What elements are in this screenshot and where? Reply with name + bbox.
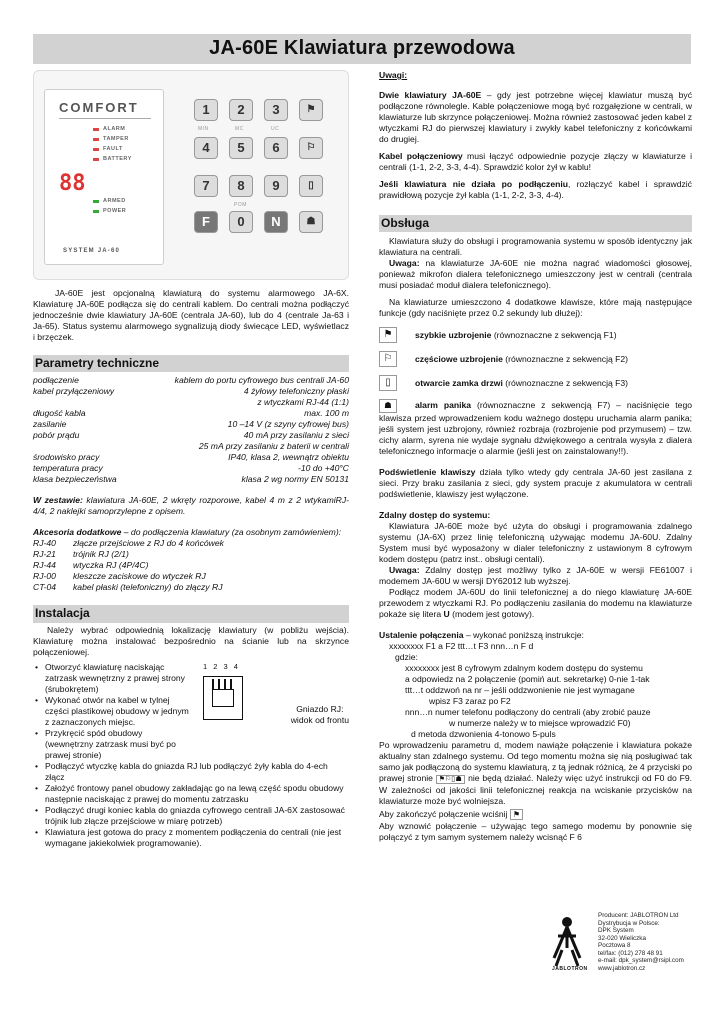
- list-item: RJ-44 wtyczka RJ (4P/4C): [33, 560, 149, 571]
- param-x: xxxxxxxx jest 8 cyfrowym zdalnym kodem dostępu do systemu: [405, 663, 643, 674]
- partial-arm-key-icon: ⚐: [299, 137, 323, 159]
- install-intro: Należy wybrać odpowiednią lokalizację klawiatury (w pobliżu wejścia). Klawiaturę można instalować bezpośrednio na ścianie lub na skrzynce połączeniowej.: [33, 624, 349, 657]
- install-title: Instalacja: [33, 605, 349, 622]
- quick-arm-icon: ⚑: [379, 327, 397, 343]
- keypad-panel: [44, 89, 164, 265]
- obsluga-p1: Klawiatura służy do obsługi i programowania systemu w sposób identyczny jak klawiatura na centrali.: [379, 236, 692, 258]
- key-5: 5: [229, 137, 253, 159]
- table-row: 25 mA przy zasilaniu z baterii w centrali: [198, 441, 349, 452]
- function-door: ▯ otwarcie zamka drzwi (równoznaczne z sekwencją F3): [379, 375, 692, 391]
- obsluga-title: Obsługa: [379, 215, 692, 232]
- left-column: [33, 70, 349, 849]
- backlight-text: Podświetlenie klawiszy działa tylko wtedy gdy centrala JA-60 jest zasilana z sieci. Przy braku zasilania z sieci, gdy system pracuje z akumulatora w centrali podświetlenie, klawiszy jest wyłączone.: [379, 467, 692, 500]
- list-item: RJ-00 kleszcze zaciskowe do wtyczek RJ: [33, 571, 206, 582]
- install-steps: [33, 662, 349, 849]
- obsluga-uwaga: Uwaga: na klawiaturze JA-60E nie można nagrać wiadomości głosowej, ponieważ mikrofon dialera telefonicznego umieszczony jest w centrali (centrala musi posiadać moduł dialera telefonicznego).: [379, 258, 692, 291]
- led-power: POWER: [93, 208, 126, 215]
- key-9: 9: [264, 175, 288, 197]
- code-line: xxxxxxxx F1 a F2 ttt…t F3 nnn…n F d: [389, 641, 534, 652]
- list-item: RJ-40 złącze przejściowe z RJ do 4 końcówek: [33, 538, 224, 549]
- remote-p1: Klawiatura JA-60E może być użyta do obsługi i programowania zdalnego systemu (JA-6X) przez linię telefoniczną używając modemu JA-60U. Zdalny System musi być wyposażony w dialer telefoniczny z ustawionym 8 cyfrowym kodem dostępu (patrz inst.. obsługi centali).: [379, 521, 692, 565]
- connection-setup: Ustalenie połączenia – wykonać poniższą instrukcje:: [379, 630, 584, 641]
- right-column: [379, 70, 692, 843]
- table-row: środowisko pracy IP40, klasa 2, wewnątrz obiektu: [33, 452, 349, 463]
- key-7: 7: [194, 175, 218, 197]
- remote-p4: Aby zakończyć połączenie wciśnij ⚑: [379, 809, 692, 820]
- led-armed: ARMED: [93, 198, 126, 205]
- list-item: • Otworzyć klawiaturę naciskając zatrzask wewnętrzny z prawej strony (śrubokrętem): [33, 662, 349, 695]
- params-title: Parametry techniczne: [33, 355, 349, 372]
- function-panic: ☗ alarm panika (równoznaczne z sekwencją F7) – naciśnięcie tego klawisza przed wprowadzeniem kodu ważnego dostępu uruchamia alarm panika; jeśli system jest uzbrojony, również rozbraja (rozbrojenie pod przymusem) – tzw. cichy alarm, syrena nie wydaje sygnału dźwiękowego a centrala wysyła z dialera telefonicznego informacje o alarmie (jeśli jest on zainstalowany!!).: [379, 400, 692, 457]
- param-t-cont: wpisz F3 zaraz po F2: [429, 696, 511, 707]
- door-key-icon: ▯: [299, 175, 323, 197]
- table-row: podłączenie kablem do portu cyfrowego bus centrali JA-60: [33, 375, 349, 386]
- param-a: a odpowiedz na 2 połączenie (pomiń aut. sekretarkę) 0-nie 1-tak: [405, 674, 650, 685]
- panic-key-icon: ☗: [299, 211, 323, 233]
- led-battery: BATTERY: [93, 156, 132, 163]
- params-table: [33, 375, 349, 485]
- table-row: pobór prądu 40 mA przy zasilaniu z sieci: [33, 430, 349, 441]
- uwagi-title: Uwagi:: [379, 70, 408, 80]
- table-row: klasa bezpieczeństwa klasa 2 wg normy EN 50131: [33, 474, 349, 485]
- jablotron-logo-icon: [548, 914, 586, 974]
- key-sub-label: POM: [234, 202, 247, 208]
- keypad-illustration: [33, 70, 349, 280]
- key-2: 2: [229, 99, 253, 121]
- list-item: CT-04 kabel płaski (telefoniczny) do złączy RJ: [33, 582, 223, 593]
- function-partial-arm: ⚐ częściowe uzbrojenie (równoznaczne z sekwencją F2): [379, 351, 692, 367]
- partial-arm-icon: ⚐: [379, 351, 397, 367]
- key-8: 8: [229, 175, 253, 197]
- akcesoria: Akcesoria dodatkowe – do podłączenia klawiatury (za osobnym zamówieniem):: [33, 527, 342, 538]
- remote-title: Zdalny dostęp do systemu:: [379, 510, 491, 521]
- w-zestawie: W zestawie: klawiatura JA-60E, 2 wkręty rozporowe, kabel 4 m z 2 wtykamiRJ-4/4, 2 naklejki samoprzylepne z opisem.: [33, 495, 349, 517]
- four-keys-icon: ⚑⚐▯☗: [436, 775, 466, 784]
- key-6: 6: [264, 137, 288, 159]
- keypad-system-label: SYSTEM JA-60: [63, 248, 121, 255]
- intro-text: JA-60E jest opcjonalną klawiaturą do systemu alarmowego JA-6X. Klawiaturę JA-60E podłącza się do centrali kablem. Do centrali można podłączyć jednocześnie dwie klawiatury JA-60E (centrala JA-60), lub do 4 (centrale Ja-63 i Ja-65). Status systemu alarmowego sygnalizują diody świecące LED, wyświetlacz i brzęczek.: [33, 288, 349, 342]
- uwagi-p2: Kabel połączeniowy musi łączyć odpowiednie pozycje złączy w klawiaturze i centrali (1-1, 2-2, 3-3, 4-4). Sprawdzić kolor żył w kablu!: [379, 151, 693, 172]
- panic-icon: ☗: [379, 399, 397, 413]
- param-n: nnn…n numer telefonu podłączony do centrali (aby zrobić pauze: [405, 707, 651, 718]
- logo-text: JABLOTRON: [552, 966, 588, 972]
- gdzie: gdzie:: [395, 652, 418, 663]
- page-title: JA-60E Klawiatura przewodowa: [209, 37, 515, 60]
- list-item: • Wykonać otwór na kabel w tylnej części plastikowej obudowy w jednym z zaznaczonych miejsc.: [33, 695, 349, 728]
- table-row: z wtyczkami RJ-44 (1:1): [257, 397, 349, 408]
- footer-contact: Producent: JABLOTRON Ltd Dystrybucja w Polsce: DPK System 32-020 Wieliczka Pocztowa 8 tel/fax: (012) 278 48 91 e-mail: dpk_system@rsipl.com www.jablotron.cz: [598, 912, 684, 972]
- table-row: zasilanie 10 –14 V (z szyny cyfrowej bus): [33, 419, 349, 430]
- key-3: 3: [264, 99, 288, 121]
- table-row: temperatura pracy -10 do +40°C: [33, 463, 349, 474]
- list-item: • Podłączyć wtyczkę kabla do gniazda RJ lub podłączyć żyły kabla do 4-ech złącz: [33, 761, 349, 783]
- key-0: 0: [229, 211, 253, 233]
- list-item: • Założyć frontowy panel obudowy zakładając go na lewą część spodu obudowy następnie naciskając z prawej do momentu zatrzasku: [33, 783, 349, 805]
- param-d: d metoda dzwonienia 4-tonowo 5-puls: [411, 729, 556, 740]
- quick-arm-icon: ⚑: [510, 809, 523, 820]
- key-4: 4: [194, 137, 218, 159]
- keypad-brand: COMFORT: [59, 100, 139, 115]
- uwagi-p3: Jeśli klawiatura nie działa po podłączeniu, rozłączyć kabel i sprawdzić prawidłową pozycje żył kabla (1-1, 2-2, 3-3, 4-4).: [379, 179, 692, 200]
- key-sub-label: MIN: [198, 126, 209, 132]
- key-f: F: [194, 211, 218, 233]
- pin-numbers: 1 2 3 4: [203, 661, 240, 671]
- door-icon: ▯: [379, 375, 397, 391]
- list-item: • Podłączyć drugi koniec kabla do gniazda cyfrowego centrali JA-6X zastosować trójnik lub złącze przejściowe w miarę potrzeb): [33, 805, 349, 827]
- list-item: • Przykręcić spód obudowy (wewnętrzny zatrzask musi być po prawej stronie): [33, 728, 349, 761]
- led-fault: FAULT: [93, 146, 123, 153]
- accessories-list: [33, 538, 349, 593]
- divider: [59, 118, 151, 119]
- param-n-cont: w numerze należy w to miejsce wprowadzić F0): [449, 718, 631, 729]
- led-tamper: TAMPER: [93, 136, 129, 143]
- obsluga-p2: Na klawiaturze umieszczono 4 dodatkowe klawisze, które mają następujące funkcje (gdy naciśnięte przez 0.2 sekundy lub dłużej):: [379, 297, 692, 319]
- key-1: 1: [194, 99, 218, 121]
- function-quick-arm: ⚑ szybkie uzbrojenie (równoznaczne z sekwencją F1): [379, 327, 692, 343]
- key-sub-label: MC: [235, 126, 244, 132]
- remote-p5: Aby wznowić połączenie – używając tego samego modemu by ponownie się połączyć z tym samym systemem należy wcisnąć F 6: [379, 820, 692, 842]
- remote-p3: Po wprowadzeniu parametru d, modem nawiąże połączenie i klawiatura pokaże aktualny stan zdalnego systemu. Od tego momentu można się nią posługiwać tak samo jak podłączoną do systemu klawiaturą, z tą jednak różnicą, że 4 przyciski po prawej stronie ⚑⚐▯☗ nie będą działać. Należy więc użyć instrukcji od F0 do F9. W zależności od jakości linii telefonicznej reakcja na wciskanie przycisków na klawiaturze może być wolniejsza.: [379, 740, 692, 807]
- keypad-display: 88: [59, 171, 86, 196]
- socket-caption: Gniazdo RJ: widok od frontu: [290, 703, 349, 725]
- key-sub-label: UC: [271, 126, 280, 132]
- param-t: ttt…t oddzwoń na nr – jeśli oddzwonienie nie jest wymagane: [405, 685, 635, 696]
- title-bar: [33, 34, 691, 64]
- uwagi-p1: Dwie klawiatury JA-60E – gdy jest potrzebne więcej klawiatur muszą być podłączone równolegle. Kable połączeniowe mogą być rozgałęzione w centrali, w klawiaturze lub skrzynce połączeniowej. Można również zastosować jeden kabel z wtyczkami RJ do pierwszej klawiatury i zwykły kabel telefoniczny z końcówkami do drugiej.: [379, 90, 693, 144]
- table-row: kabel przyłączeniowy 4 żyłowy telefoniczny płaski: [33, 386, 349, 397]
- quick-arm-key-icon: ⚑: [299, 99, 323, 121]
- list-item: RJ-21 trójnik RJ (2/1): [33, 549, 129, 560]
- key-n: N: [264, 211, 288, 233]
- remote-uwaga: Uwaga: Zdalny dostęp jest możliwy tylko z JA-60E w wersji FE61007 i modemem JA-60U w wersji DY62012 lub wyższej.: [379, 565, 692, 587]
- led-alarm: ALARM: [93, 126, 125, 133]
- table-row: długość kabla max. 100 m: [33, 408, 349, 419]
- list-item: • Klawiatura jest gotowa do pracy z momentem podłączenia do centrali (nie jest wymagane jakiekolwiek programowanie).: [33, 827, 349, 849]
- remote-p2: Podłącz modem JA-60U do linii telefonicznej a do niego klawiaturę JA-60E przewodem z wtyczkami RJ. Po podłączeniu zasilania do modemu na klawiaturze pokaże się litera U (modem jest gotowy).: [379, 587, 692, 620]
